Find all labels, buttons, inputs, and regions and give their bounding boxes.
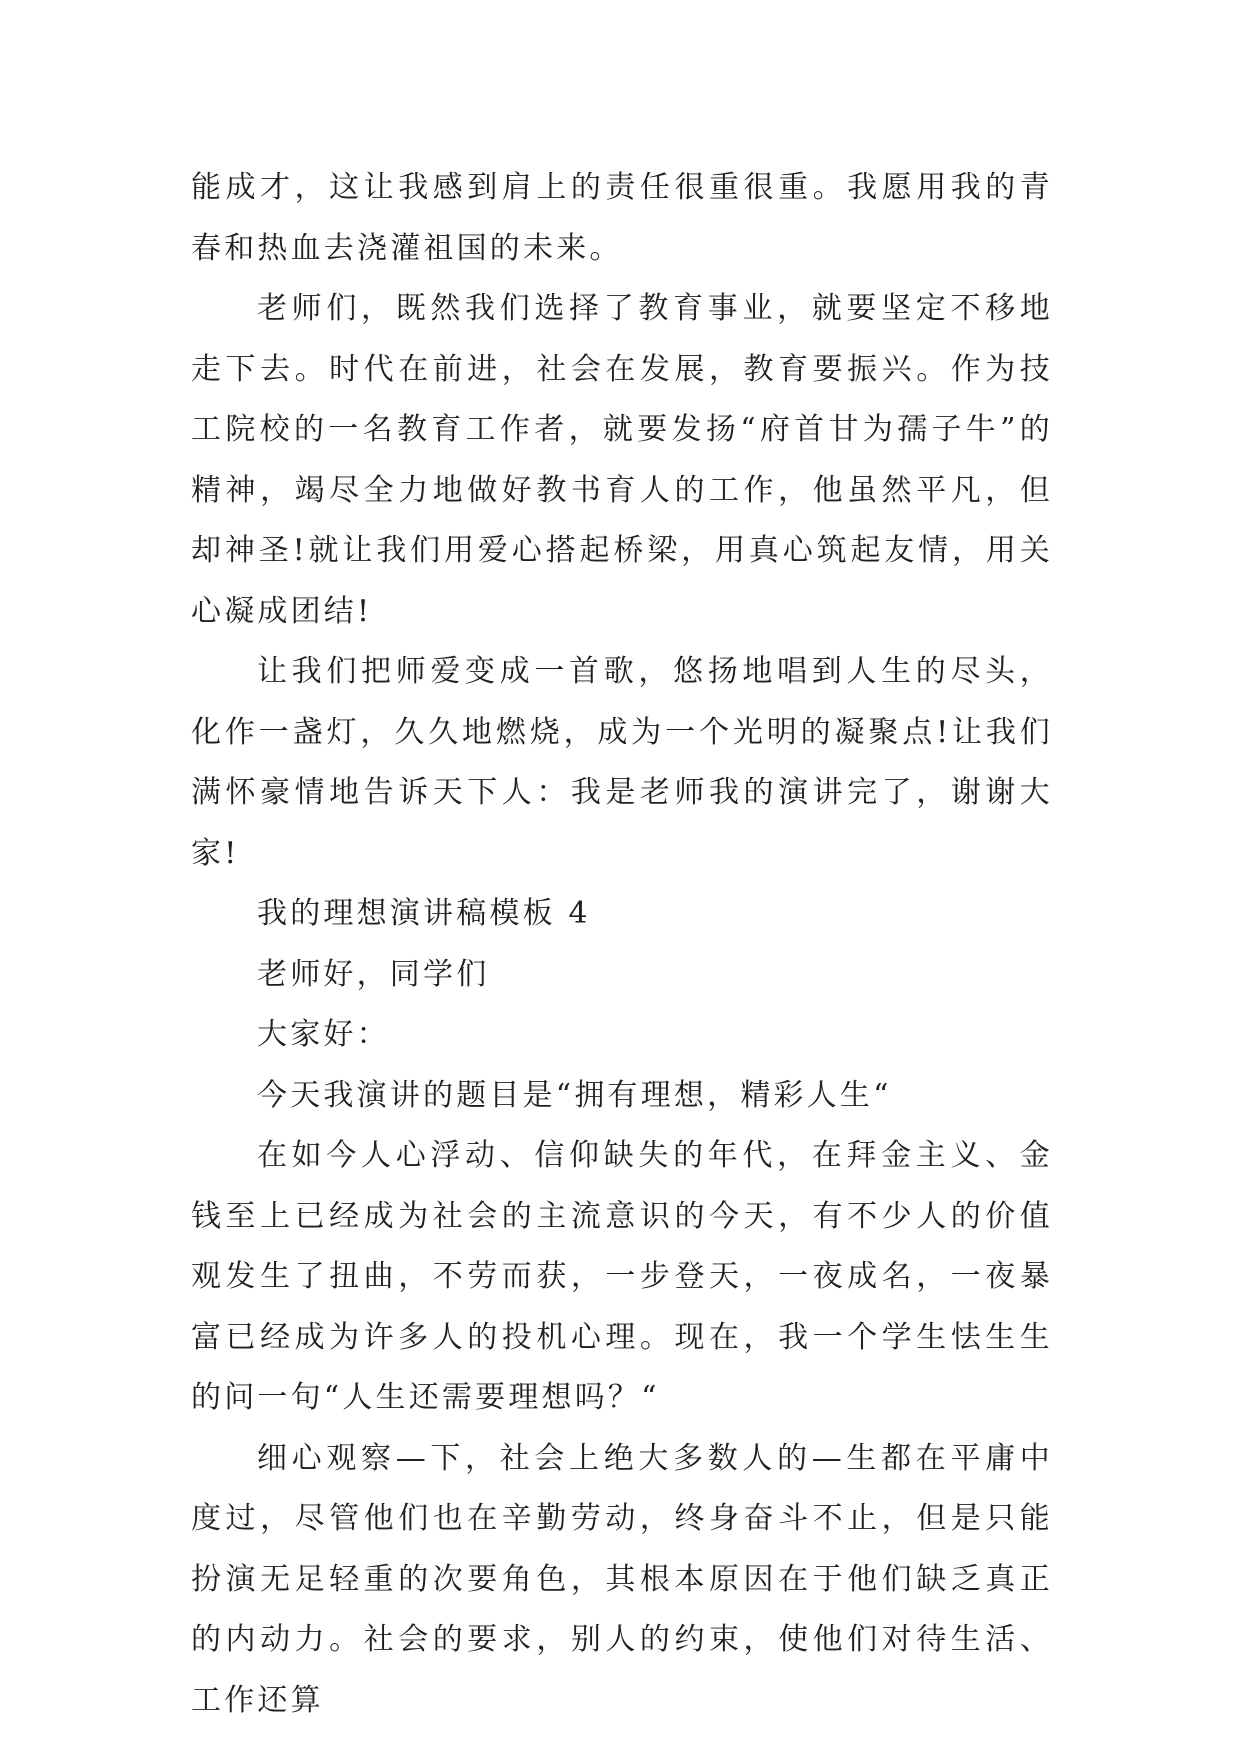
greeting-all: 大家好： (257, 1017, 390, 1052)
greeting-teachers: 老师好，同学们 (257, 956, 490, 992)
paragraph-1: 能成才，这让我感到肩上的责任很重很重。我愿用我的青春和热血去浇灌祖国的未来。 (191, 170, 1053, 266)
paragraph-8: 在如今人心浮动、信仰缺失的年代，在拜金主义、金钱至上已经成为社会的主流意识的今天，有不少人的价值观发生了扭曲，不劳而获，一步登天，一夜成名，一夜暴富已经成为许多人的投机心理。现在，我一个学生怯生生的问一句“人生还需要理想吗？“ (191, 1138, 1053, 1415)
paragraph-3: 让我们把师爱变成一首歌，悠扬地唱到人生的尽头，化作一盏灯，久久地燃烧，成为一个光明的凝聚点!让我们满怀豪情地告诉天下人：我是老师我的演讲完了，谢谢大家! (191, 654, 1053, 871)
paragraph-9: 细心观察—下，社会上绝大多数人的—生都在平庸中度过，尽管他们也在辛勤劳动，终身奋斗不止，但是只能扮演无足轻重的次要角色，其根本原因在于他们缺乏真正的内动力。社会的要求，别人的约束，使他们对待生活、工作还算 (191, 1440, 1053, 1718)
speech-topic: 今天我演讲的题目是“拥有理想，精彩人生“ (257, 1077, 892, 1113)
paragraph-2: 老师们，既然我们选择了教育事业，就要坚定不移地走下去。时代在前进，社会在发展，教育要振兴。作为技工院校的一名教育工作者，就要发扬“府首甘为孺子牛”的精神，竭尽全力地做好教书育人的工作，他虽然平凡，但却神圣!就让我们用爱心搭起桥梁，用真心筑起友情，用关心凝成团结! (191, 291, 1053, 629)
document-body (191, 158, 1053, 1731)
section-heading: 我的理想演讲稿模板 4 (257, 896, 591, 931)
